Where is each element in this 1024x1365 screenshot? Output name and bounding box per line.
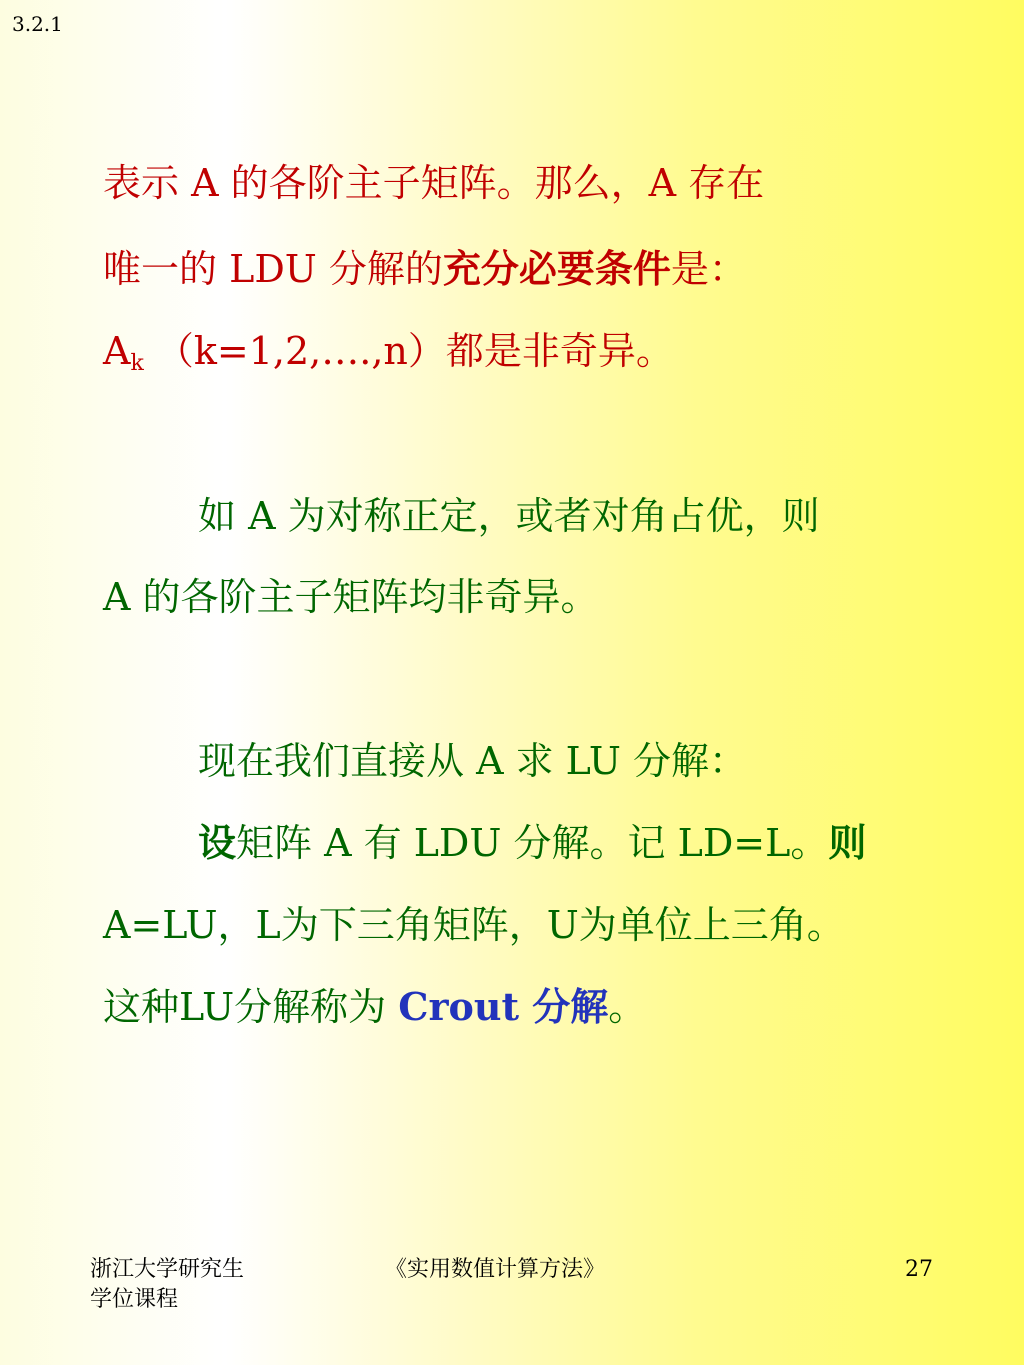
footer-page-number: 27: [905, 1257, 933, 1282]
para3-line4-text-c: 。: [608, 985, 647, 1029]
footer-institution-line1: 浙江大学研究生: [90, 1257, 245, 1282]
para1-line3: [103, 320, 674, 376]
para1-line2: [103, 238, 747, 293]
para1-line2-text-c: 是：: [670, 247, 747, 291]
para3-line4: [103, 976, 646, 1031]
para3-line2-text: 矩阵 A 有 LDU 分解。记 LD=L。: [236, 821, 829, 865]
footer-institution: [90, 1255, 244, 1315]
crout-decomposition: Crout 分解: [398, 984, 609, 1029]
para3-then: 则: [828, 820, 867, 865]
para3-line1: 现在我们直接从 A 求 LU 分解：: [198, 739, 747, 783]
para3-line2: [198, 812, 866, 867]
para3-let: 设: [198, 820, 237, 865]
sufficient-necessary-condition: 充分必要条件: [442, 246, 671, 291]
footer-institution-line2: 学位课程: [90, 1287, 179, 1312]
section-number: 3.2.1: [12, 12, 63, 36]
para1-line3-text: （k=1,2,….,n）都是非奇异。: [143, 329, 674, 373]
footer-course-title: 《实用数值计算方法》: [385, 1257, 606, 1282]
matrix-a: A: [103, 329, 131, 373]
subscript-k: k: [130, 351, 144, 376]
para2-line2: A 的各阶主子矩阵均非奇异。: [103, 575, 599, 619]
para1-line2-text-a: 唯一的 LDU 分解的: [103, 247, 443, 291]
para3-line3: A=LU，L为下三角矩阵，U为单位上三角。: [103, 903, 845, 947]
para3-line4-text-a: 这种LU分解称为: [103, 985, 399, 1029]
para2-line1: 如 A 为对称正定，或者对角占优，则: [198, 494, 820, 538]
para1-line1: 表示 A 的各阶主子矩阵。那么，A 存在: [103, 161, 765, 205]
